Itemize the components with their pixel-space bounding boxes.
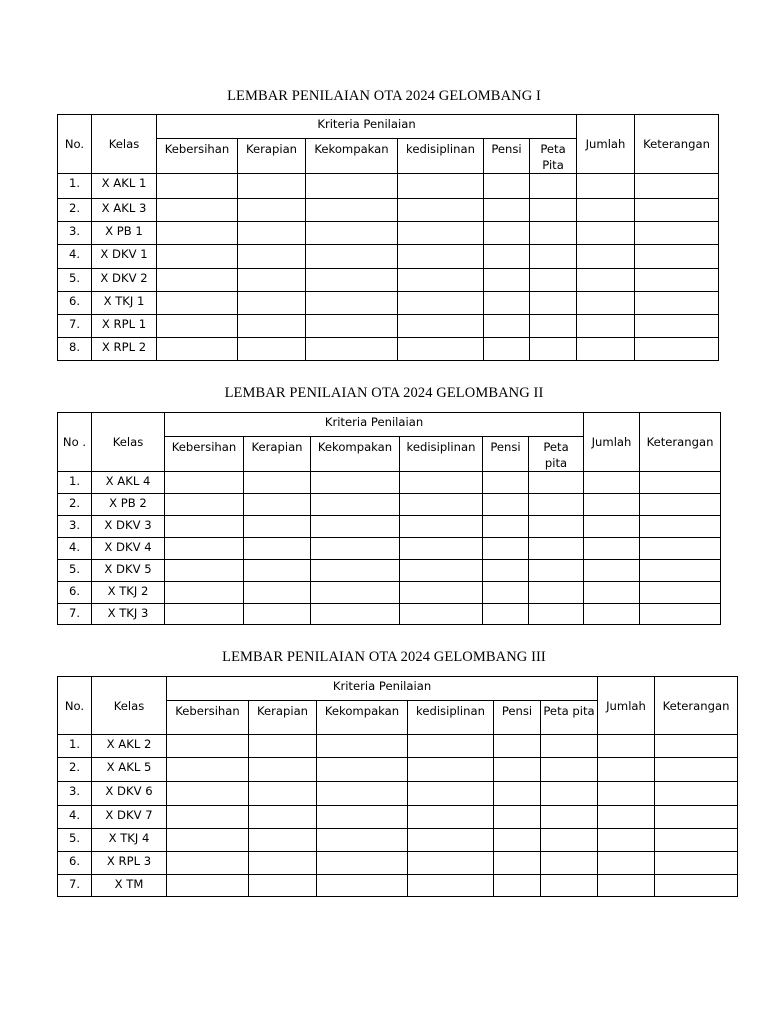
- score-cell-kedisiplinan[interactable]: [400, 582, 483, 604]
- score-cell-peta-pita[interactable]: [530, 338, 577, 361]
- criteria-kerapian: Kerapian: [249, 701, 317, 735]
- row-no: 3.: [58, 516, 92, 538]
- score-cell-keterangan[interactable]: [635, 199, 719, 222]
- score-cell-jumlah[interactable]: [577, 199, 635, 222]
- score-cell-pensi[interactable]: [494, 829, 541, 852]
- criteria-kebersihan: Kebersihan: [157, 139, 238, 174]
- header-kelas: Kelas: [92, 677, 167, 735]
- score-cell-jumlah[interactable]: [598, 782, 655, 806]
- score-cell-peta-pita[interactable]: [530, 245, 577, 269]
- score-cell-kebersihan[interactable]: [157, 338, 238, 361]
- score-cell-keterangan[interactable]: [655, 758, 738, 782]
- score-cell-kebersihan[interactable]: [167, 852, 249, 875]
- score-cell-peta-pita[interactable]: [529, 560, 584, 582]
- table-row: [58, 875, 738, 897]
- score-cell-peta-pita[interactable]: [541, 806, 598, 829]
- table-row: [58, 735, 738, 758]
- row-kelas: X DKV 5: [92, 560, 165, 582]
- score-cell-pensi[interactable]: [484, 269, 530, 292]
- criteria-kedisiplinan: kedisiplinan: [398, 139, 484, 174]
- score-cell-peta-pita[interactable]: [541, 782, 598, 806]
- score-cell-pensi[interactable]: [484, 292, 530, 315]
- score-cell-kebersihan[interactable]: [167, 829, 249, 852]
- table-row: [58, 199, 719, 222]
- score-cell-kerapian[interactable]: [244, 582, 311, 604]
- score-cell-kekompakan[interactable]: [317, 852, 408, 875]
- score-cell-keterangan[interactable]: [635, 222, 719, 245]
- score-cell-pensi[interactable]: [484, 199, 530, 222]
- row-kelas: X DKV 4: [92, 538, 165, 560]
- row-kelas: X AKL 2: [92, 735, 167, 758]
- score-cell-peta-pita[interactable]: [530, 199, 577, 222]
- score-cell-jumlah[interactable]: [577, 338, 635, 361]
- score-cell-pensi[interactable]: [484, 245, 530, 269]
- score-cell-jumlah[interactable]: [577, 315, 635, 338]
- row-no: 4.: [58, 245, 92, 269]
- score-cell-kerapian[interactable]: [244, 516, 311, 538]
- row-no: 4.: [58, 538, 92, 560]
- row-no: 1.: [58, 174, 92, 199]
- row-kelas: X RPL 2: [92, 338, 157, 361]
- score-cell-kerapian[interactable]: [249, 875, 317, 897]
- criteria-peta-pita: Peta pita: [541, 701, 598, 735]
- table-row: [58, 174, 719, 199]
- row-kelas: X DKV 3: [92, 516, 165, 538]
- table-row: [58, 222, 719, 245]
- score-cell-kebersihan[interactable]: [157, 174, 238, 199]
- row-no: 5.: [58, 560, 92, 582]
- score-cell-pensi[interactable]: [483, 538, 529, 560]
- row-kelas: X TKJ 3: [92, 604, 165, 625]
- table-row: [58, 494, 721, 516]
- score-cell-peta-pita[interactable]: [529, 538, 584, 560]
- score-cell-kekompakan[interactable]: [306, 338, 398, 361]
- score-cell-keterangan[interactable]: [655, 782, 738, 806]
- score-cell-kerapian[interactable]: [249, 852, 317, 875]
- score-cell-peta-pita[interactable]: [529, 472, 584, 494]
- score-cell-kebersihan[interactable]: [157, 222, 238, 245]
- score-cell-kerapian[interactable]: [238, 199, 306, 222]
- score-cell-kekompakan[interactable]: [317, 735, 408, 758]
- score-cell-kekompakan[interactable]: [306, 222, 398, 245]
- score-cell-kedisiplinan[interactable]: [400, 472, 483, 494]
- row-kelas: X DKV 1: [92, 245, 157, 269]
- score-cell-kedisiplinan[interactable]: [400, 538, 483, 560]
- score-cell-keterangan[interactable]: [655, 735, 738, 758]
- row-no: 7.: [58, 604, 92, 625]
- score-cell-kekompakan[interactable]: [306, 245, 398, 269]
- score-cell-kedisiplinan[interactable]: [408, 829, 494, 852]
- row-no: 6.: [58, 852, 92, 875]
- score-cell-jumlah[interactable]: [598, 758, 655, 782]
- criteria-kekompakan: Kekompakan: [306, 139, 398, 174]
- criteria-kebersihan: Kebersihan: [165, 437, 244, 472]
- table-row: [58, 782, 738, 806]
- score-cell-jumlah[interactable]: [584, 604, 640, 625]
- header-no: No.: [58, 115, 92, 174]
- score-cell-keterangan[interactable]: [635, 338, 719, 361]
- score-cell-kekompakan[interactable]: [306, 292, 398, 315]
- score-cell-jumlah[interactable]: [577, 222, 635, 245]
- score-cell-jumlah[interactable]: [584, 560, 640, 582]
- score-cell-keterangan[interactable]: [640, 538, 721, 560]
- criteria-kedisiplinan: kedisiplinan: [408, 701, 494, 735]
- score-cell-kerapian[interactable]: [238, 222, 306, 245]
- score-cell-kerapian[interactable]: [249, 758, 317, 782]
- row-kelas: X DKV 2: [92, 269, 157, 292]
- header-kriteria-penilaian: Kriteria Penilaian: [165, 413, 584, 437]
- score-cell-kekompakan[interactable]: [311, 516, 400, 538]
- score-cell-jumlah[interactable]: [598, 806, 655, 829]
- table-row: [58, 829, 738, 852]
- score-cell-kerapian[interactable]: [244, 494, 311, 516]
- header-no: No .: [58, 413, 92, 472]
- score-cell-pensi[interactable]: [494, 758, 541, 782]
- table-row: [58, 560, 721, 582]
- row-no: 4.: [58, 806, 92, 829]
- criteria-kekompakan: Kekompakan: [317, 701, 408, 735]
- row-no: 2.: [58, 199, 92, 222]
- score-cell-kedisiplinan[interactable]: [398, 245, 484, 269]
- table-row: [58, 582, 721, 604]
- score-cell-pensi[interactable]: [494, 735, 541, 758]
- score-cell-kebersihan[interactable]: [167, 875, 249, 897]
- row-no: 1.: [58, 472, 92, 494]
- assessment-table-gelombang-3: [57, 676, 738, 897]
- row-kelas: X RPL 3: [92, 852, 167, 875]
- row-kelas: X AKL 5: [92, 758, 167, 782]
- score-cell-kebersihan[interactable]: [165, 516, 244, 538]
- score-cell-jumlah[interactable]: [584, 582, 640, 604]
- assessment-table-gelombang-2: [57, 412, 721, 625]
- score-cell-kedisiplinan[interactable]: [400, 494, 483, 516]
- score-cell-kebersihan[interactable]: [167, 758, 249, 782]
- score-cell-kekompakan[interactable]: [311, 604, 400, 625]
- criteria-kekompakan: Kekompakan: [311, 437, 400, 472]
- score-cell-keterangan[interactable]: [655, 852, 738, 875]
- score-cell-pensi[interactable]: [483, 472, 529, 494]
- score-cell-jumlah[interactable]: [577, 174, 635, 199]
- criteria-kerapian: Kerapian: [238, 139, 306, 174]
- score-cell-pensi[interactable]: [484, 338, 530, 361]
- score-cell-keterangan[interactable]: [655, 829, 738, 852]
- score-cell-pensi[interactable]: [483, 516, 529, 538]
- score-cell-kedisiplinan[interactable]: [398, 338, 484, 361]
- score-cell-kekompakan[interactable]: [317, 758, 408, 782]
- row-kelas: X PB 2: [92, 494, 165, 516]
- score-cell-kekompakan[interactable]: [311, 538, 400, 560]
- score-cell-kerapian[interactable]: [244, 538, 311, 560]
- header-keterangan: Keterangan: [635, 115, 719, 174]
- score-cell-pensi[interactable]: [483, 604, 529, 625]
- score-cell-pensi[interactable]: [494, 806, 541, 829]
- score-cell-jumlah[interactable]: [598, 735, 655, 758]
- header-row: [58, 115, 719, 139]
- score-cell-kekompakan[interactable]: [311, 472, 400, 494]
- score-cell-jumlah[interactable]: [584, 494, 640, 516]
- row-no: 5.: [58, 829, 92, 852]
- header-jumlah: Jumlah: [598, 677, 655, 735]
- criteria-pensi: Pensi: [484, 139, 530, 174]
- header-row: [58, 413, 721, 437]
- score-cell-kerapian[interactable]: [244, 472, 311, 494]
- score-cell-kebersihan[interactable]: [167, 806, 249, 829]
- criteria-peta-pita: Peta pita: [529, 437, 584, 472]
- score-cell-kebersihan[interactable]: [165, 472, 244, 494]
- score-cell-pensi[interactable]: [494, 852, 541, 875]
- score-cell-keterangan[interactable]: [640, 472, 721, 494]
- score-cell-kedisiplinan[interactable]: [408, 875, 494, 897]
- row-kelas: X RPL 1: [92, 315, 157, 338]
- score-cell-kerapian[interactable]: [244, 604, 311, 625]
- score-cell-pensi[interactable]: [484, 315, 530, 338]
- row-kelas: X DKV 6: [92, 782, 167, 806]
- score-cell-kebersihan[interactable]: [165, 582, 244, 604]
- criteria-kebersihan: Kebersihan: [167, 701, 249, 735]
- score-cell-peta-pita[interactable]: [529, 494, 584, 516]
- table-row: [58, 852, 738, 875]
- score-cell-kedisiplinan[interactable]: [398, 315, 484, 338]
- header-kriteria-penilaian: Kriteria Penilaian: [167, 677, 598, 701]
- assessment-table-gelombang-1: [57, 114, 719, 361]
- score-cell-kekompakan[interactable]: [317, 806, 408, 829]
- score-cell-jumlah[interactable]: [584, 516, 640, 538]
- score-cell-kekompakan[interactable]: [317, 829, 408, 852]
- score-cell-kebersihan[interactable]: [165, 494, 244, 516]
- row-no: 7.: [58, 875, 92, 897]
- criteria-kerapian: Kerapian: [244, 437, 311, 472]
- score-cell-kekompakan[interactable]: [317, 875, 408, 897]
- score-cell-jumlah[interactable]: [577, 292, 635, 315]
- row-kelas: X TKJ 1: [92, 292, 157, 315]
- score-cell-keterangan[interactable]: [640, 516, 721, 538]
- table-row: [58, 292, 719, 315]
- score-cell-kebersihan[interactable]: [165, 538, 244, 560]
- score-cell-kerapian[interactable]: [244, 560, 311, 582]
- score-cell-kekompakan[interactable]: [306, 269, 398, 292]
- score-cell-kebersihan[interactable]: [167, 782, 249, 806]
- score-cell-pensi[interactable]: [483, 560, 529, 582]
- row-no: 3.: [58, 782, 92, 806]
- header-kriteria-penilaian: Kriteria Penilaian: [157, 115, 577, 139]
- score-cell-keterangan[interactable]: [655, 875, 738, 897]
- row-no: 8.: [58, 338, 92, 361]
- score-cell-kerapian[interactable]: [238, 269, 306, 292]
- score-cell-kebersihan[interactable]: [157, 292, 238, 315]
- score-cell-pensi[interactable]: [494, 782, 541, 806]
- score-cell-peta-pita[interactable]: [530, 174, 577, 199]
- score-cell-kerapian[interactable]: [238, 338, 306, 361]
- table-row: [58, 806, 738, 829]
- score-cell-peta-pita[interactable]: [530, 222, 577, 245]
- row-kelas: X AKL 3: [92, 199, 157, 222]
- header-no: No.: [58, 677, 92, 735]
- header-jumlah: Jumlah: [577, 115, 635, 174]
- score-cell-kebersihan[interactable]: [165, 604, 244, 625]
- score-cell-kekompakan[interactable]: [311, 582, 400, 604]
- row-kelas: X TM: [92, 875, 167, 897]
- score-cell-jumlah[interactable]: [598, 875, 655, 897]
- table-row: [58, 604, 721, 625]
- score-cell-kerapian[interactable]: [238, 245, 306, 269]
- row-no: 6.: [58, 292, 92, 315]
- score-cell-peta-pita[interactable]: [541, 875, 598, 897]
- table-row: [58, 516, 721, 538]
- score-cell-peta-pita[interactable]: [541, 852, 598, 875]
- score-cell-pensi[interactable]: [483, 582, 529, 604]
- score-cell-jumlah[interactable]: [584, 472, 640, 494]
- score-cell-jumlah[interactable]: [577, 269, 635, 292]
- score-cell-pensi[interactable]: [483, 494, 529, 516]
- table-row: [58, 538, 721, 560]
- criteria-pensi: Pensi: [483, 437, 529, 472]
- score-cell-kekompakan[interactable]: [317, 782, 408, 806]
- score-cell-kedisiplinan[interactable]: [398, 269, 484, 292]
- header-kelas: Kelas: [92, 115, 157, 174]
- score-cell-keterangan[interactable]: [635, 292, 719, 315]
- score-cell-peta-pita[interactable]: [529, 582, 584, 604]
- score-cell-kedisiplinan[interactable]: [400, 516, 483, 538]
- row-no: 2.: [58, 758, 92, 782]
- score-cell-peta-pita[interactable]: [530, 292, 577, 315]
- row-kelas: X TKJ 2: [92, 582, 165, 604]
- score-cell-kebersihan[interactable]: [157, 315, 238, 338]
- score-cell-keterangan[interactable]: [655, 806, 738, 829]
- score-cell-peta-pita[interactable]: [529, 516, 584, 538]
- score-cell-kedisiplinan[interactable]: [398, 292, 484, 315]
- score-cell-keterangan[interactable]: [640, 560, 721, 582]
- score-cell-kerapian[interactable]: [238, 292, 306, 315]
- table-row: [58, 245, 719, 269]
- score-cell-kerapian[interactable]: [238, 315, 306, 338]
- score-cell-kebersihan[interactable]: [157, 199, 238, 222]
- score-cell-kedisiplinan[interactable]: [400, 604, 483, 625]
- row-kelas: X AKL 1: [92, 174, 157, 199]
- sheet-title-gelombang-3: LEMBAR PENILAIAN OTA 2024 GELOMBANG III: [222, 649, 546, 665]
- score-cell-kerapian[interactable]: [249, 782, 317, 806]
- score-cell-keterangan[interactable]: [635, 174, 719, 199]
- table-row: [58, 338, 719, 361]
- score-cell-jumlah[interactable]: [584, 538, 640, 560]
- score-cell-kedisiplinan[interactable]: [398, 174, 484, 199]
- sheet-title-gelombang-2: LEMBAR PENILAIAN OTA 2024 GELOMBANG II: [224, 385, 544, 401]
- score-cell-peta-pita[interactable]: [541, 735, 598, 758]
- criteria-kedisiplinan: kedisiplinan: [400, 437, 483, 472]
- score-cell-peta-pita[interactable]: [529, 604, 584, 625]
- score-cell-kedisiplinan[interactable]: [398, 199, 484, 222]
- score-cell-jumlah[interactable]: [598, 829, 655, 852]
- score-cell-kebersihan[interactable]: [165, 560, 244, 582]
- score-cell-kekompakan[interactable]: [306, 315, 398, 338]
- sheet-title-gelombang-1: LEMBAR PENILAIAN OTA 2024 GELOMBANG I: [227, 88, 541, 104]
- table-row: [58, 472, 721, 494]
- score-cell-peta-pita[interactable]: [541, 758, 598, 782]
- score-cell-jumlah[interactable]: [598, 852, 655, 875]
- score-cell-keterangan[interactable]: [640, 604, 721, 625]
- row-no: 2.: [58, 494, 92, 516]
- score-cell-kedisiplinan[interactable]: [408, 782, 494, 806]
- score-cell-kekompakan[interactable]: [306, 174, 398, 199]
- score-cell-kebersihan[interactable]: [157, 269, 238, 292]
- score-cell-keterangan[interactable]: [640, 582, 721, 604]
- header-keterangan: Keterangan: [640, 413, 721, 472]
- score-cell-pensi[interactable]: [484, 174, 530, 199]
- table-row: [58, 758, 738, 782]
- header-row: [58, 677, 738, 701]
- score-cell-pensi[interactable]: [484, 222, 530, 245]
- score-cell-keterangan[interactable]: [635, 315, 719, 338]
- row-kelas: X DKV 7: [92, 806, 167, 829]
- score-cell-peta-pita[interactable]: [530, 315, 577, 338]
- score-cell-kekompakan[interactable]: [306, 199, 398, 222]
- row-kelas: X AKL 4: [92, 472, 165, 494]
- header-keterangan: Keterangan: [655, 677, 738, 735]
- score-cell-keterangan[interactable]: [635, 269, 719, 292]
- header-kelas: Kelas: [92, 413, 165, 472]
- row-no: 1.: [58, 735, 92, 758]
- row-no: 6.: [58, 582, 92, 604]
- score-cell-kebersihan[interactable]: [157, 245, 238, 269]
- criteria-pensi: Pensi: [494, 701, 541, 735]
- criteria-peta-pita: Peta Pita: [530, 139, 577, 174]
- score-cell-kebersihan[interactable]: [167, 735, 249, 758]
- row-kelas: X PB 1: [92, 222, 157, 245]
- row-no: 7.: [58, 315, 92, 338]
- score-cell-keterangan[interactable]: [635, 245, 719, 269]
- score-cell-kerapian[interactable]: [249, 735, 317, 758]
- header-jumlah: Jumlah: [584, 413, 640, 472]
- score-cell-peta-pita[interactable]: [530, 269, 577, 292]
- score-cell-keterangan[interactable]: [640, 494, 721, 516]
- row-no: 5.: [58, 269, 92, 292]
- score-cell-kerapian[interactable]: [249, 829, 317, 852]
- score-cell-kerapian[interactable]: [238, 174, 306, 199]
- score-cell-kedisiplinan[interactable]: [408, 735, 494, 758]
- score-cell-pensi[interactable]: [494, 875, 541, 897]
- row-kelas: X TKJ 4: [92, 829, 167, 852]
- score-cell-kedisiplinan[interactable]: [408, 806, 494, 829]
- score-cell-kedisiplinan[interactable]: [400, 560, 483, 582]
- score-cell-kekompakan[interactable]: [311, 560, 400, 582]
- score-cell-kedisiplinan[interactable]: [408, 852, 494, 875]
- score-cell-peta-pita[interactable]: [541, 829, 598, 852]
- table-row: [58, 315, 719, 338]
- table-row: [58, 269, 719, 292]
- score-cell-kerapian[interactable]: [249, 806, 317, 829]
- score-cell-jumlah[interactable]: [577, 245, 635, 269]
- score-cell-kekompakan[interactable]: [311, 494, 400, 516]
- score-cell-kedisiplinan[interactable]: [408, 758, 494, 782]
- score-cell-kedisiplinan[interactable]: [398, 222, 484, 245]
- row-no: 3.: [58, 222, 92, 245]
